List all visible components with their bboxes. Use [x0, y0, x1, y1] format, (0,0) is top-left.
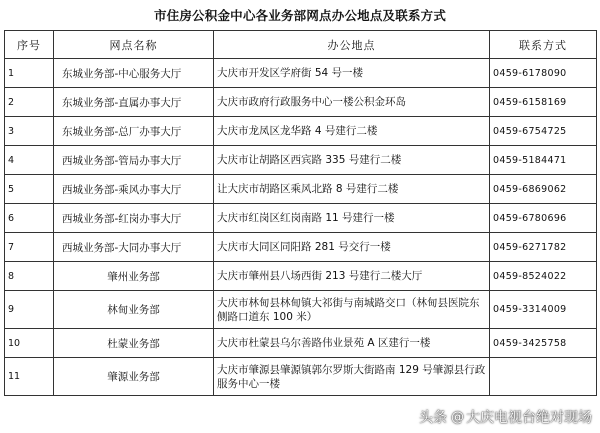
table-row [5, 358, 597, 396]
table-row [5, 291, 597, 329]
row-address: 大庆市肇源县肇源镇郭尔罗斯大街路南 129 号肇源县行政服务中心一楼 [214, 358, 490, 396]
row-address: 大庆市政府行政服务中心一楼公积金环岛 [214, 88, 490, 117]
row-no: 8 [5, 262, 54, 291]
row-name: 西城业务部-管局办事大厅 [54, 146, 214, 175]
row-phone: 0459-6158169 [490, 88, 597, 117]
row-address: 大庆市红岗区红岗南路 11 号建行一楼 [214, 204, 490, 233]
row-address: 大庆市肇州县八场西街 213 号建行二楼大厅 [214, 262, 490, 291]
row-address: 让大庆市胡路区乘风北路 8 号建行二楼 [214, 175, 490, 204]
row-address: 大庆市开发区学府街 54 号一楼 [214, 59, 490, 88]
row-phone: 0459-6754725 [490, 117, 597, 146]
row-no: 2 [5, 88, 54, 117]
row-phone: 0459-6780696 [490, 204, 597, 233]
row-name: 东城业务部-中心服务大厅 [54, 59, 214, 88]
table-row [5, 204, 597, 233]
row-phone: 0459-8524022 [490, 262, 597, 291]
row-no: 6 [5, 204, 54, 233]
row-phone: 0459-3425758 [490, 329, 597, 358]
header-phone: 联系方式 [490, 31, 597, 59]
row-name: 东城业务部-直属办事大厅 [54, 88, 214, 117]
row-phone: 0459-3314009 [490, 291, 597, 329]
row-address: 大庆市让胡路区西宾路 335 号建行二楼 [214, 146, 490, 175]
table-row [5, 175, 597, 204]
page-title: 市住房公积金中心各业务部网点办公地点及联系方式 [153, 8, 447, 23]
row-no: 9 [5, 291, 54, 329]
row-phone: 0459-6178090 [490, 59, 597, 88]
row-no: 10 [5, 329, 54, 358]
row-name: 东城业务部-总厂办事大厅 [54, 117, 214, 146]
table-row [5, 329, 597, 358]
watermark-platform: 头条 [419, 410, 447, 426]
row-phone: 0459-5184471 [490, 146, 597, 175]
table-row [5, 59, 597, 88]
row-no: 1 [5, 59, 54, 88]
row-phone: 0459-6271782 [490, 233, 597, 262]
row-name: 西城业务部-红岗办事大厅 [54, 204, 214, 233]
table-row [5, 146, 597, 175]
table-row [5, 233, 597, 262]
row-no: 5 [5, 175, 54, 204]
row-phone [490, 358, 597, 396]
watermark-at: @ [451, 409, 464, 425]
table-row [5, 88, 597, 117]
row-address: 大庆市杜蒙县乌尔善路伟业景苑 A 区建行一楼 [214, 329, 490, 358]
watermark [419, 407, 592, 427]
row-address: 大庆市林甸县林甸镇大祁街与南城路交口（林甸县医院东侧路口道东 100 米） [214, 291, 490, 329]
row-name: 肇州业务部 [54, 262, 214, 291]
header-name: 网点名称 [54, 31, 214, 59]
row-name: 西城业务部-大同办事大厅 [54, 233, 214, 262]
office-table [4, 30, 597, 396]
row-name: 肇源业务部 [54, 358, 214, 396]
table-header-row [5, 31, 597, 59]
row-no: 4 [5, 146, 54, 175]
table-row [5, 117, 597, 146]
row-no: 7 [5, 233, 54, 262]
row-name: 林甸业务部 [54, 291, 214, 329]
table-row [5, 262, 597, 291]
header-address: 办公地点 [214, 31, 490, 59]
row-no: 3 [5, 117, 54, 146]
row-name: 杜蒙业务部 [54, 329, 214, 358]
row-no: 11 [5, 358, 54, 396]
watermark-account: 大庆电视台绝对现场 [466, 410, 592, 426]
row-phone: 0459-6869062 [490, 175, 597, 204]
row-address: 大庆市龙凤区龙华路 4 号建行二楼 [214, 117, 490, 146]
row-address: 大庆市大同区同阳路 281 号交行一楼 [214, 233, 490, 262]
row-name: 西城业务部-乘风办事大厅 [54, 175, 214, 204]
header-no: 序号 [5, 31, 54, 59]
